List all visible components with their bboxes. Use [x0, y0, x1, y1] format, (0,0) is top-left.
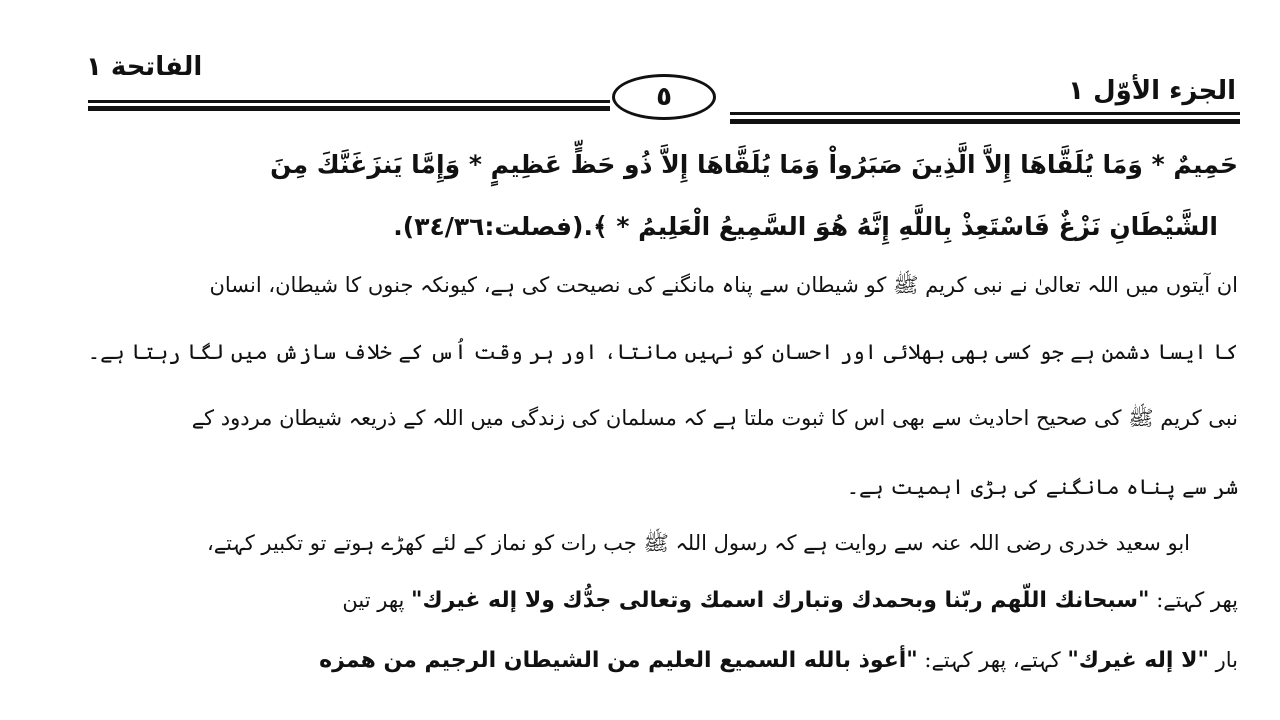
- line9-arabic-2: "أعوذ بالله السميع العليم من الشيطان الرجيم من همزه: [319, 648, 918, 673]
- urdu-line-5: ابو سعید خدری رضی اللہ عنہ سے روایت ہے کہ رسول اللہ ﷺ جب رات کو نماز کے لئے کھڑے ہوتے تو تکبیر کہتے،: [206, 531, 1190, 555]
- header-rule-right-top: [730, 112, 1240, 115]
- line9-urdu-mid: کہتے، پھر کہتے:: [917, 648, 1068, 672]
- line9-arabic-1: "لا إله غيرك": [1067, 648, 1209, 673]
- surah-header: الفاتحة ١: [86, 52, 203, 82]
- juz-header: الجزء الأوّل ١: [1068, 76, 1236, 106]
- urdu-line-1: ان آیتوں میں اللہ تعالیٰ نے نبی کریم ﷺ کو شیطان سے پناہ مانگنے کی نصیحت کی ہے، کیونکہ جنوں کا شیطان، انسان: [209, 273, 1238, 297]
- line9-urdu-start: بار: [1208, 648, 1238, 672]
- quran-line-1: حَمِيمٌ * وَمَا يُلَقَّاهَا إِلاَّ الَّذِينَ صَبَرُواْ وَمَا يُلَقَّاهَا إِلاَّ ذُو حَظٍّ عَظِيمٍ * وَإِمَّا يَنزَغَنَّكَ مِنَ: [270, 150, 1238, 179]
- urdu-line-2: کا ایسا دشمن ہے جو کسی بھی بھلائی اور احسان کو نہیں مانتا، اور ہر وقت اُس کے خلاف سازش میں لگا رہتا ہے۔: [87, 340, 1238, 364]
- line8-arabic: "سبحانك اللّهم ربّنا وبحمدك وتبارك اسمك وتعالى جدُّك ولا إله غيرك": [411, 588, 1150, 613]
- line8-urdu-end: پھر تین: [342, 588, 412, 612]
- page-number-badge: [612, 74, 716, 120]
- page-number: ٥: [656, 82, 672, 112]
- urdu-line-3: نبی کریم ﷺ کی صحیح احادیث سے بھی اس کا ثبوت ملتا ہے کہ مسلمان کی زندگی میں اللہ کے ذریعہ شیطان مردود کے: [191, 406, 1238, 430]
- quran-line-2: الشَّيْطَانِ نَزْغٌ فَاسْتَعِذْ بِاللَّهِ إِنَّهُ هُوَ السَّمِيعُ الْعَلِيمُ * ﴾.(فصلت:٣٤/٣٦).: [393, 212, 1218, 241]
- header-rule-left-top: [88, 100, 610, 103]
- header-rule-left-bottom: [88, 106, 610, 111]
- line8-urdu-start: پھر کہتے:: [1149, 588, 1238, 612]
- mixed-line-1: [342, 588, 1238, 613]
- mixed-line-2: [319, 648, 1238, 673]
- header-rule-right-bottom: [730, 119, 1240, 124]
- urdu-line-4: شر سے پناہ مانگنے کی بڑی اہمیت ہے۔: [846, 475, 1238, 499]
